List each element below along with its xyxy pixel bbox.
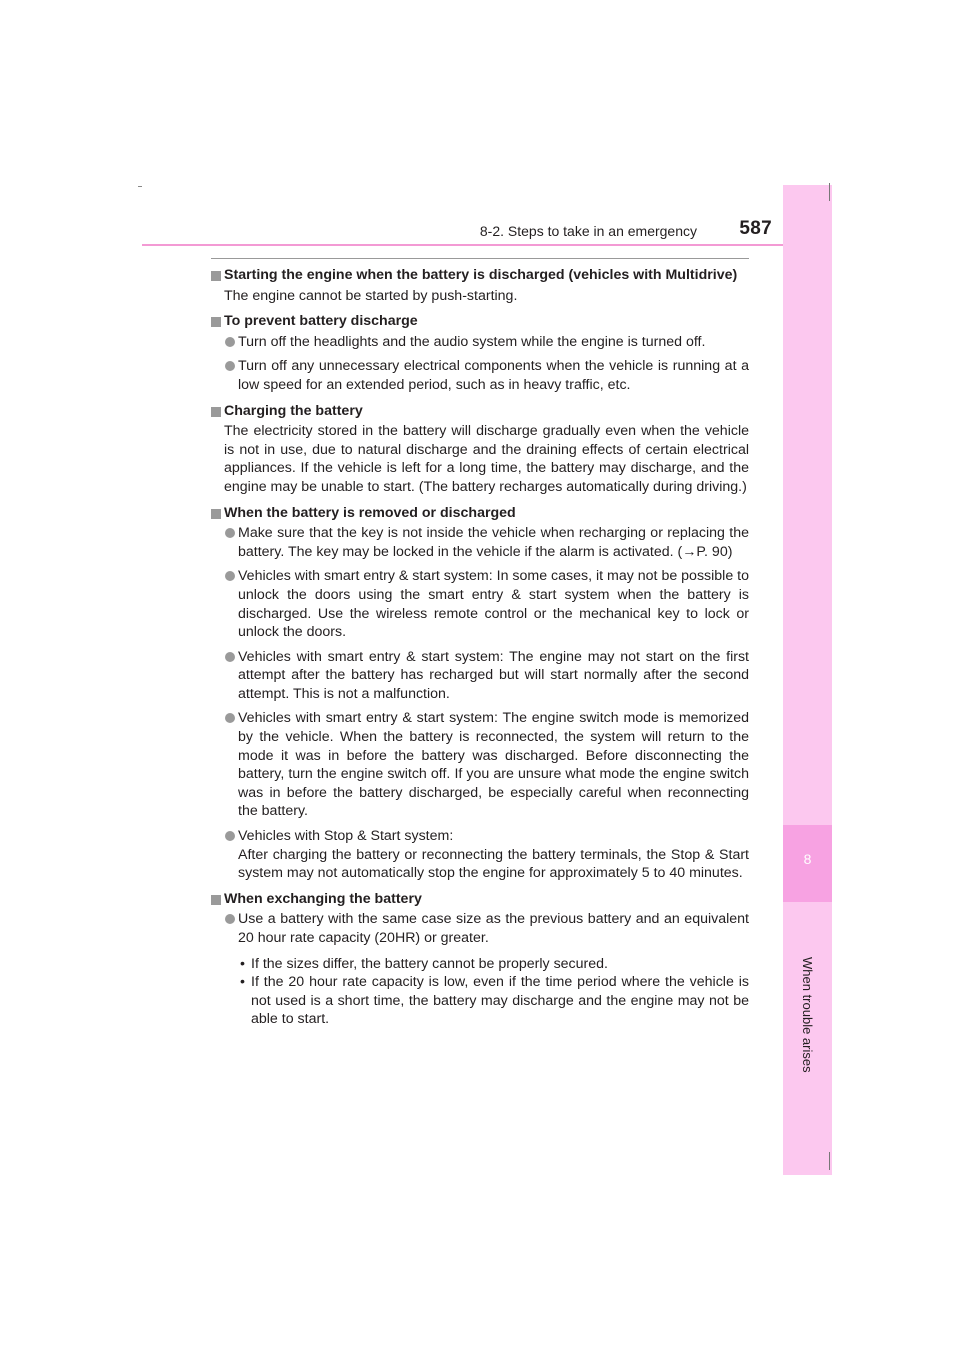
bullet-dot-icon — [225, 831, 235, 841]
sub-list-item: • If the sizes differ, the battery cannot be properly secured. — [240, 955, 608, 972]
chapter-title: When trouble arises — [800, 957, 815, 1073]
list-item: Make sure that the key is not inside the vehicle when recharging or replacing the battery. The key may be locked in the vehicle if the alarm is activated. (→P. 90) — [211, 524, 749, 561]
bullet-dot-icon — [225, 361, 235, 371]
bullet-list — [211, 524, 749, 883]
list-item: Turn off any unnecessary electrical components when the vehicle is running at a low speed for an extended period, such as in heavy traffic, etc. — [211, 357, 749, 394]
crop-mark-bottom — [829, 1152, 830, 1170]
bullet-dot-icon — [225, 571, 235, 581]
chapter-number: 8 — [803, 851, 812, 867]
heading-square-icon — [211, 407, 221, 417]
heading-square-icon — [211, 895, 221, 905]
page-header — [142, 218, 772, 244]
page-number: 587 — [739, 218, 772, 239]
heading-square-icon — [211, 317, 221, 327]
section-heading: Starting the engine when the battery is discharged (vehicles with Multidrive) — [211, 266, 749, 285]
sub-bullet-mark: • — [240, 955, 245, 972]
section-heading: When the battery is removed or discharged — [211, 504, 749, 523]
section-heading: When exchanging the battery — [211, 890, 749, 909]
chapter-side-tab — [783, 185, 832, 1175]
sub-list — [211, 955, 749, 1029]
content-top-rule — [211, 258, 749, 259]
list-item: Vehicles with smart entry & start system: The engine may not start on the first attempt after the battery has recharged but will start normally after the second attempt. This is not a malfunction. — [211, 648, 749, 704]
list-item: Vehicles with smart entry & start system: The engine switch mode is memorized by the vehicle. When the battery is reconnected, the system will return to the mode it was in before the battery was discharged. Before disconnecting the battery, turn the engine switch off. If you are unsure what mode the engine switch was in before the battery discharged, be especially careful when reconnecting the battery. — [211, 709, 749, 821]
section-paragraph: The engine cannot be started by push-starting. — [224, 287, 518, 304]
list-item: Use a battery with the same case size as the previous battery and an equivalent 20 hour rate capacity (20HR) or greater. — [211, 910, 749, 947]
page-content — [211, 258, 749, 1029]
section-title: 8-2. Steps to take in an emergency — [479, 223, 697, 239]
bullet-dot-icon — [225, 713, 235, 723]
section-heading: To prevent battery discharge — [211, 312, 749, 331]
list-item: Vehicles with Stop & Start system: After charging the battery or reconnecting the battery terminals, the Stop & Start system may not automatically stop the engine for approximately 5 to 40 minutes. — [211, 827, 749, 883]
bullet-dot-icon — [225, 652, 235, 662]
bullet-dot-icon — [225, 914, 235, 924]
bullet-list — [211, 910, 749, 947]
bullet-dot-icon — [225, 528, 235, 538]
heading-square-icon — [211, 509, 221, 519]
heading-square-icon — [211, 271, 221, 281]
header-rule — [142, 244, 832, 246]
crop-tick-mark — [138, 186, 142, 187]
section-heading: Charging the battery — [211, 402, 749, 421]
crop-mark-top — [829, 183, 830, 201]
bullet-dot-icon — [225, 337, 235, 347]
sub-bullet-mark: • — [240, 974, 245, 991]
bullet-list — [211, 333, 749, 395]
list-item: Vehicles with smart entry & start system: In some cases, it may not be possible to unlock the doors using the smart entry & start system when the battery is discharged. Use the wireless remote control or the mechanical key to lock or unlock the doors. — [211, 567, 749, 641]
section-paragraph: The electricity stored in the battery will discharge gradually even when the vehicle is not in use, due to natural discharge and the draining effects of certain electrical appliances. If the vehicle is left for a long time, the battery may discharge, and the engine may be unable to start. (The battery recharges automatically during driving.) — [224, 423, 749, 495]
list-item: Turn off the headlights and the audio system while the engine is turned off. — [211, 333, 749, 352]
sub-list-item: • If the 20 hour rate capacity is low, even if the time period where the vehicle is not used is a short time, the battery may discharge and the engine may not be able to start. — [240, 974, 749, 1028]
chapter-number-box — [783, 825, 832, 902]
